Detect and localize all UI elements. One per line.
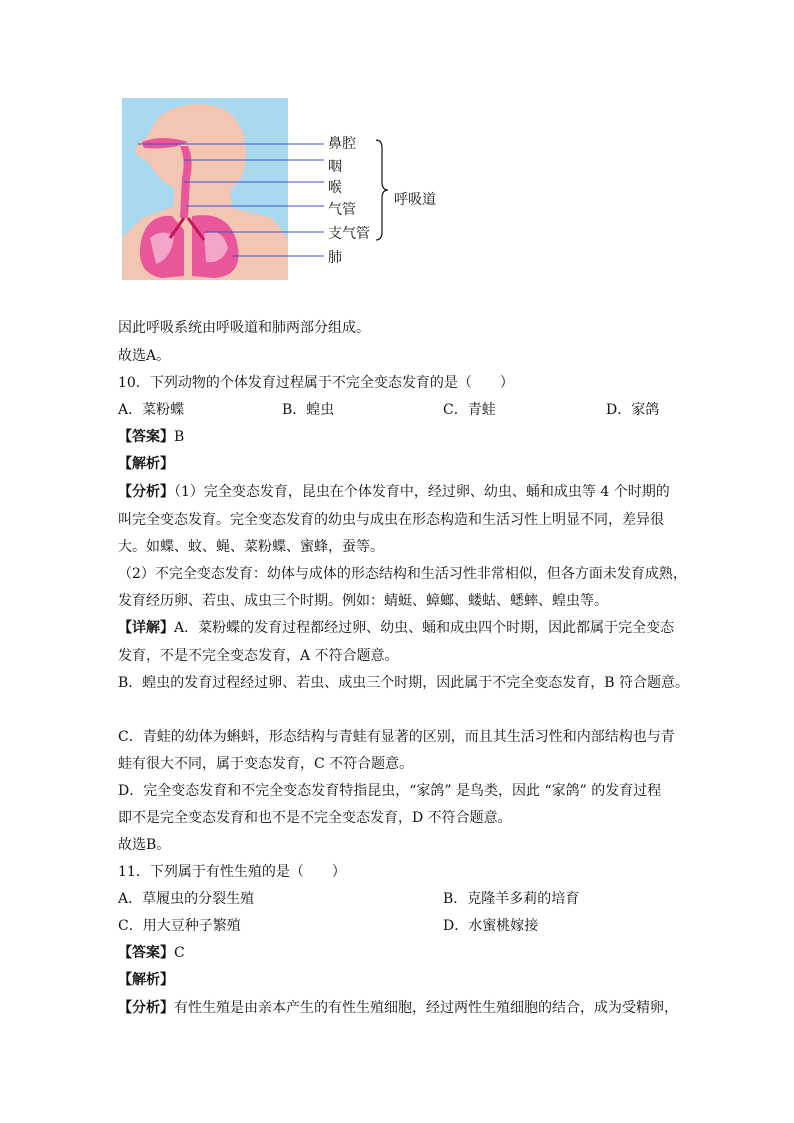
- text-line: 故选B。: [118, 837, 171, 853]
- q10-detail-line: [118, 618, 674, 638]
- answer-tag: 【答案】: [118, 945, 174, 961]
- fenxi-tag: 【分析】: [118, 484, 174, 500]
- text-line: （2）不完全变态发育：幼体与成体的形态结构和生活习性非常相似，但各方面未发育成熟，: [118, 566, 687, 582]
- q11-analysis-tag: 【解析】: [118, 972, 174, 988]
- q10-option-d: D．家鸽: [606, 402, 660, 418]
- q10-answer: [118, 427, 184, 447]
- text-line: 故选A。: [118, 348, 171, 364]
- q11-option-b: B．克隆羊多莉的培育: [443, 891, 580, 907]
- question-10-stem: 10．下列动物的个体发育过程属于不完全变态发育的是（ ）: [118, 375, 514, 391]
- q11-option-d: D．水蜜桃嫁接: [443, 918, 539, 934]
- fenxi-tag: 【分析】: [118, 1000, 174, 1016]
- brace-icon: [372, 138, 392, 242]
- label-larynx: 喉: [328, 180, 342, 196]
- text-line: 因此呼吸系统由呼吸道和肺两部分组成。: [118, 320, 370, 336]
- detail-tag: 【详解】: [118, 620, 174, 636]
- q11-option-c: C．用大豆种子繁殖: [118, 918, 241, 934]
- fenxi-text: （1）完全变态发育，昆虫在个体发育中，经过卵、幼虫、蛹和成虫等 4 个时期的: [174, 484, 670, 500]
- q10-option-b: B．蝗虫: [282, 402, 335, 418]
- pointer-lines: [288, 98, 328, 280]
- text-line: C．青蛙的幼体为蝌蚪，形态结构与青蛙有显著的区别，而且其生活习性和内部结构也与青: [118, 729, 675, 745]
- q11-answer: [118, 943, 185, 963]
- label-nasal-cavity: 鼻腔: [328, 136, 356, 152]
- respiratory-system-figure: [122, 98, 452, 280]
- q10-option-c: C．青蛙: [443, 402, 496, 418]
- label-trachea: 气管: [328, 202, 356, 218]
- q10-analysis-tag: 【解析】: [118, 456, 174, 472]
- text-line: D．完全变态发育和不完全变态发育特指昆虫，“家鸽” 是鸟类，因此 “家鸽” 的发育过程: [118, 783, 662, 799]
- q11-fenxi-line: [118, 998, 678, 1018]
- text-line: 叫完全变态发育。完全变态发育的幼虫与成虫在形态构造和生活习性上明显不同，差异很: [118, 512, 664, 528]
- question-11-stem: 11．下列属于有性生殖的是（ ）: [118, 864, 346, 880]
- q11-option-a: A．草履虫的分裂生殖: [118, 891, 255, 907]
- label-respiratory-tract: 呼吸道: [394, 192, 436, 208]
- text-line: 发育，不是不完全变态发育，A 不符合题意。: [118, 648, 399, 664]
- label-pharynx: 咽: [328, 159, 342, 175]
- text-line: B．蝗虫的发育过程经过卵、若虫、成虫三个时期，因此属于不完全变态发育，B 符合题意。: [118, 675, 690, 691]
- label-lung: 肺: [328, 250, 342, 266]
- detail-text: A．菜粉蝶的发育过程都经过卵、幼虫、蛹和成虫四个时期，因此都属于完全变态: [174, 620, 675, 636]
- answer-tag: 【答案】: [118, 429, 174, 445]
- answer-value: B: [174, 429, 185, 445]
- respiratory-illustration: [122, 98, 288, 280]
- text-line: 发育经历卵、若虫、成虫三个时期。例如：蜻蜓、蟑螂、蝼蛄、蟋蟀、蝗虫等。: [118, 593, 608, 609]
- fenxi-text: 有性生殖是由亲本产生的有性生殖细胞，经过两性生殖细胞的结合，成为受精卵，: [174, 1000, 678, 1016]
- label-bronchus: 支气管: [328, 226, 370, 242]
- answer-value: C: [174, 945, 185, 961]
- q10-option-a: A．菜粉蝶: [118, 402, 185, 418]
- text-line: 即不是完全变态发育和也不是不完全变态发育，D 不符合题意。: [118, 810, 512, 826]
- q10-fenxi-line: [118, 482, 670, 502]
- text-line: 大。如蝶、蚊、蝇、菜粉蝶、蜜蜂，蚕等。: [118, 539, 384, 555]
- text-line: 蛙有很大不同，属于变态发育，C 不符合题意。: [118, 756, 414, 772]
